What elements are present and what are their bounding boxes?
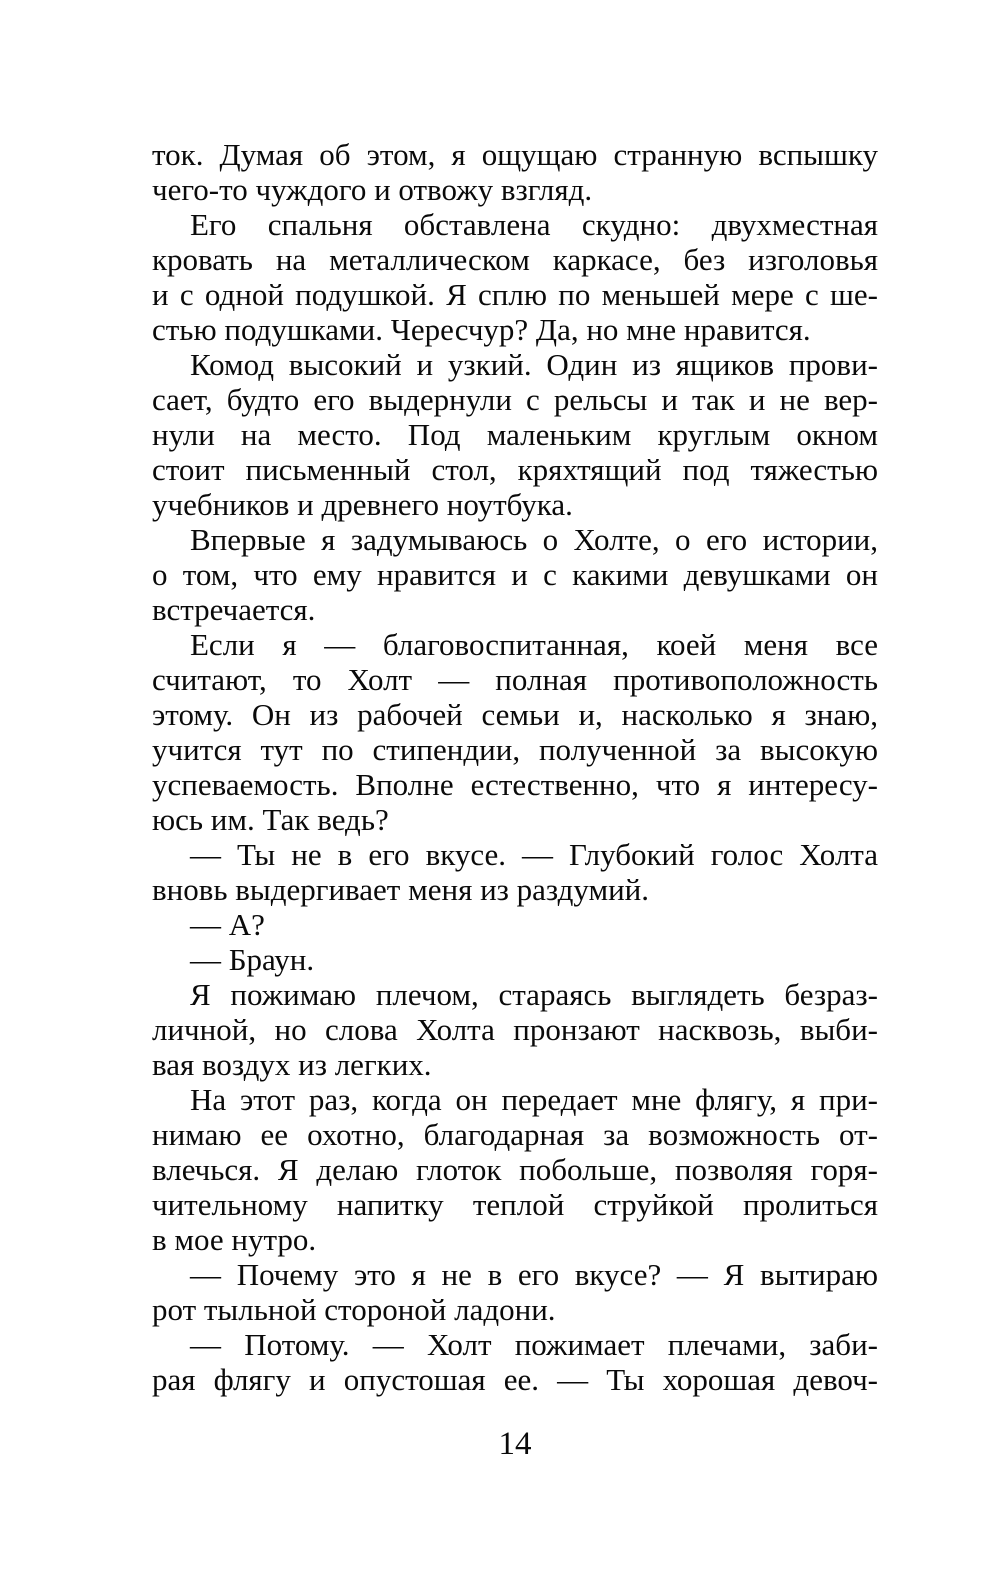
text-line: стью подушками. Чересчур? Да, но мне нравится.	[152, 312, 811, 347]
text-line: вновь выдергивает меня из раздумий.	[152, 872, 650, 907]
text-line: вая воздух из легких.	[152, 1047, 432, 1082]
text-line: — Браун.	[190, 942, 315, 977]
text-line: учебников и древнего ноутбука.	[152, 487, 573, 522]
text-line: ток. Думая об этом, я ощущаю странную вспышку	[152, 137, 878, 172]
text-line: о том, что ему нравится и с какими девушками он	[152, 557, 878, 592]
paragraph	[152, 627, 878, 837]
text-line: кровать на металлическом каркасе, без изголовья	[152, 242, 878, 277]
text-line: встречается.	[152, 592, 316, 627]
text-line: Впервые я задумываюсь о Холте, о его истории,	[190, 522, 878, 557]
paragraph	[152, 347, 878, 522]
text-line: считают, то Холт — полная противоположность	[152, 662, 878, 697]
paragraph	[152, 942, 878, 977]
text-line: — А?	[190, 907, 265, 942]
text-line: в мое нутро.	[152, 1222, 317, 1257]
paragraph	[152, 137, 878, 207]
paragraph	[152, 907, 878, 942]
text-line: На этот раз, когда он передает мне флягу, я при-	[190, 1082, 878, 1117]
text-line: Комод высокий и узкий. Один из ящиков прови-	[190, 347, 878, 382]
text-line: чего-то чуждого и отвожу взгляд.	[152, 172, 593, 207]
paragraph	[152, 1257, 878, 1327]
text-line: Если я — благовоспитанная, коей меня все	[190, 627, 878, 662]
text-line: успеваемость. Вполне естественно, что я интересу-	[152, 767, 878, 802]
text-line: Его спальня обставлена скудно: двухместная	[190, 207, 878, 242]
text-line: рая флягу и опустошая ее. — Ты хорошая девоч-	[152, 1362, 878, 1397]
text-line: и с одной подушкой. Я сплю по меньшей мере с ше-	[152, 277, 878, 312]
page-number: 14	[498, 1426, 532, 1462]
paragraph	[152, 1082, 878, 1257]
text-line: — Ты не в его вкусе. — Глубокий голос Холта	[190, 837, 878, 872]
text-line: влечься. Я делаю глоток побольше, позволяя горя-	[152, 1152, 878, 1187]
text-line: личной, но слова Холта пронзают насквозь, выби-	[152, 1012, 878, 1047]
text-line: нули на место. Под маленьким круглым окном	[152, 417, 878, 452]
paragraph	[152, 837, 878, 907]
paragraph	[152, 977, 878, 1082]
text-line: сает, будто его выдернули с рельсы и так и не вер-	[152, 382, 878, 417]
paragraph	[152, 207, 878, 347]
text-line: учится тут по стипендии, полученной за высокую	[152, 732, 878, 767]
page-text	[152, 137, 878, 1397]
text-line: нимаю ее охотно, благодарная за возможность от-	[152, 1117, 878, 1152]
paragraph	[152, 1327, 878, 1397]
text-line: этому. Он из рабочей семьи и, насколько я знаю,	[152, 697, 878, 732]
text-line: Я пожимаю плечом, стараясь выглядеть безраз-	[190, 977, 878, 1012]
text-line: — Почему это я не в его вкусе? — Я вытираю	[190, 1257, 878, 1292]
text-line: чительному напитку теплой струйкой пролиться	[152, 1187, 878, 1222]
text-line: юсь им. Так ведь?	[152, 802, 389, 837]
paragraph	[152, 522, 878, 627]
text-line: стоит письменный стол, кряхтящий под тяжестью	[152, 452, 878, 487]
text-line: рот тыльной стороной ладони.	[152, 1292, 556, 1327]
text-line: — Потому. — Холт пожимает плечами, заби-	[190, 1327, 878, 1362]
